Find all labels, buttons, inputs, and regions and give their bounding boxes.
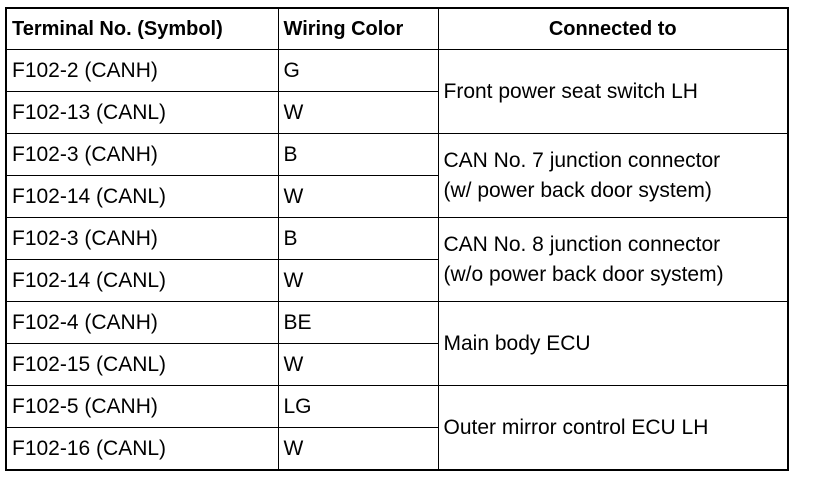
- table-header-row: [6, 8, 788, 50]
- terminal-cell: F102-16 (CANL): [6, 428, 278, 471]
- terminal-cell: F102-4 (CANH): [6, 302, 278, 344]
- connected-to-cell: [438, 302, 788, 386]
- wiring-color-cell: BE: [278, 302, 438, 344]
- connected-to-line: Outer mirror control ECU LH: [443, 415, 709, 439]
- connected-to-line: Front power seat switch LH: [443, 79, 698, 103]
- header-wiring-color: Wiring Color: [278, 8, 438, 50]
- terminal-cell: F102-3 (CANH): [6, 218, 278, 260]
- connected-to-line: Main body ECU: [443, 331, 591, 355]
- table-row: [6, 218, 788, 260]
- terminal-cell: F102-15 (CANL): [6, 344, 278, 386]
- connected-to-line: (w/ power back door system): [443, 178, 712, 202]
- header-terminal: Terminal No. (Symbol): [6, 8, 278, 50]
- connected-to-cell: [438, 386, 788, 471]
- table-row: [6, 134, 788, 176]
- terminal-cell: F102-2 (CANH): [6, 50, 278, 92]
- wiring-color-cell: W: [278, 260, 438, 302]
- connected-to-cell: [438, 218, 788, 302]
- table-body: [6, 50, 788, 471]
- wiring-table: [5, 7, 789, 471]
- table-row: [6, 50, 788, 92]
- wiring-color-cell: W: [278, 428, 438, 471]
- wiring-color-cell: W: [278, 176, 438, 218]
- terminal-cell: F102-5 (CANH): [6, 386, 278, 428]
- wiring-color-cell: B: [278, 134, 438, 176]
- wiring-color-cell: W: [278, 344, 438, 386]
- terminal-cell: F102-3 (CANH): [6, 134, 278, 176]
- table-row: [6, 386, 788, 428]
- table-row: [6, 302, 788, 344]
- terminal-cell: F102-13 (CANL): [6, 92, 278, 134]
- terminal-cell: F102-14 (CANL): [6, 176, 278, 218]
- wiring-color-cell: W: [278, 92, 438, 134]
- header-connected-to: Connected to: [438, 8, 788, 50]
- connected-to-line: CAN No. 7 junction connector: [443, 148, 721, 172]
- connected-to-line: CAN No. 8 junction connector: [443, 232, 721, 256]
- wiring-color-cell: G: [278, 50, 438, 92]
- wiring-color-cell: LG: [278, 386, 438, 428]
- connected-to-cell: [438, 134, 788, 218]
- connected-to-line: (w/o power back door system): [443, 262, 724, 286]
- wiring-color-cell: B: [278, 218, 438, 260]
- connected-to-cell: [438, 50, 788, 134]
- terminal-cell: F102-14 (CANL): [6, 260, 278, 302]
